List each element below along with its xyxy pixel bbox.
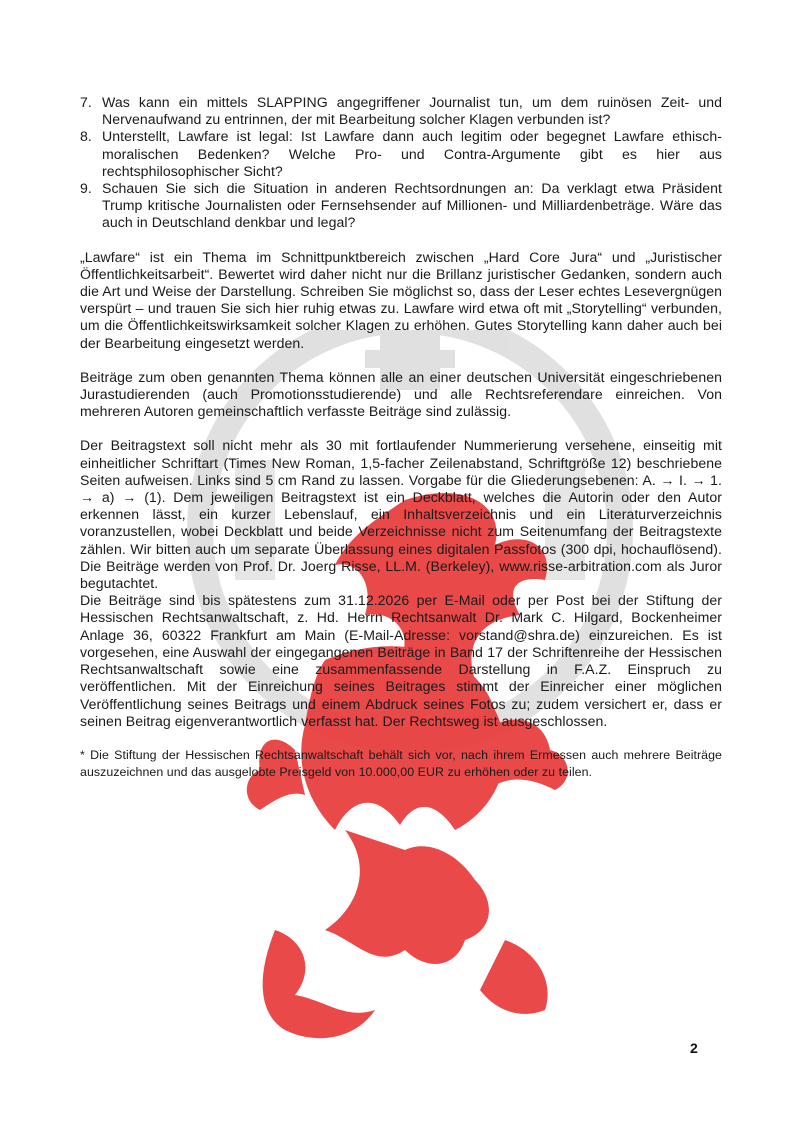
list-item-text: Was kann ein mittels SLAPPING angegriffener Journalist tun, um dem ruinösen Zeit- und Nervenaufwand zu entrinnen, der mit Bearbeitung solcher Klagen verbunden ist? bbox=[102, 94, 722, 128]
list-item-text: Unterstellt, Lawfare ist legal: Ist Lawfare dann auch legitim oder begegnet Lawfare ethisch-moralischen Bedenken? Welche Pro- und Contra-Argumente gibt es hier aus rechtsphilosophischer Sicht? bbox=[102, 128, 722, 179]
list-item-text: Schauen Sie sich die Situation in anderen Rechtsordnungen an: Da verklagt etwa Präsident Trump kritische Journalisten oder Fernsehsender auf Millionen- und Milliardenbeträge. Wäre das auch in Deutschland denkbar und legal? bbox=[102, 180, 722, 231]
submission-paragraph: Die Beiträge sind bis spätestens zum 31.12.2026 per E-Mail oder per Post bei der Stiftung der Hessischen Rechtsanwaltschaft, z. Hd. Herrn Rechtsanwalt Dr. Mark C. Hilgard, Bockenheimer Anlage 36, 60322 Frankfurt am Main (E-Mail-Adresse: vorstand@shra.de) einzureichen. Es ist vorgesehen, eine Auswahl der eingegangenen Beiträge in Band 17 der Schriftenreihe der Hessischen Rechtsanwaltschaft sowie eine zusammenfassende Darstellung in F.A.Z. Einspruch zu veröffentlichen. Mit der Einreichung seines Beitrages stimmt der Einreicher einer möglichen Veröffentlichung seines Beitrags und einem Abdruck seines Fotos zu; zudem versichert er, dass er seinen Beitrag eigenverantwortlich verfasst hat. Der Rechtsweg ist ausgeschlossen. bbox=[80, 592, 722, 729]
lawfare-topic-paragraph: „Lawfare“ ist ein Thema im Schnittpunktbereich zwischen „Hard Core Jura“ und „Juristischer Öffentlichkeitsarbeit“. Bewertet wird daher nicht nur die Brillanz juristischer Gedanken, sondern auch die Art und Weise der Darstellung. Schreiben Sie möglichst so, dass der Leser echtes Lesevergnügen verspürt – und trauen Sie sich hier ruhig etwas zu. Lawfare wird etwa oft mit „Storytelling“ verbunden, um die Öffentlichkeitswirksamkeit solcher Klagen zu erhöhen. Gutes Storytelling kann daher auch bei der Bearbeitung eingesetzt werden. bbox=[80, 248, 722, 351]
page-number: 2 bbox=[690, 1040, 698, 1056]
list-item-number: 7. bbox=[80, 94, 92, 110]
list-item bbox=[80, 180, 722, 232]
list-item bbox=[80, 94, 722, 128]
question-list bbox=[80, 94, 722, 232]
eligibility-paragraph: Beiträge zum oben genannten Thema können alle an einer deutschen Universität eingeschriebenen Jurastudierenden (auch Promotionsstudierende) und alle Rechtsreferendare einreichen. Von mehreren Autoren gemeinschaftlich verfasste Beiträge sind zulässig. bbox=[80, 368, 722, 420]
format-paragraph: Der Beitragstext soll nicht mehr als 30 mit fortlaufender Nummerierung versehene, einseitig mit einheitlicher Schriftart (Times New Roman, 1,5-facher Zeilenabstand, Schriftgröße 12) beschriebene Seiten aufweisen. Links sind 5 cm Rand zu lassen. Vorgabe für die Gliederungsebenen: A. → I. → 1. → a) → (1). Dem jeweiligen Beitragstext ist ein Deckblatt, welches die Autorin oder den Autor erkennen lässt, ein kurzer Lebenslauf, ein Inhaltsverzeichnis und ein Literaturverzeichnis voranzustellen, wobei Deckblatt und beide Verzeichnisse nicht zum Seitenumfang der Beitragstexte zählen. Wir bitten auch um separate Überlassung eines digitalen Passfotos (300 dpi, hochauflösend). Die Beiträge werden von Prof. Dr. Joerg Risse, LL.M. (Berkeley), www.risse-arbitration.com als Juror begutachtet. bbox=[80, 437, 722, 592]
list-item-number: 8. bbox=[80, 128, 92, 145]
document-body bbox=[80, 94, 722, 781]
list-item-number: 9. bbox=[80, 180, 92, 197]
list-item bbox=[80, 128, 722, 180]
footnote: * Die Stiftung der Hessischen Rechtsanwaltschaft behält sich vor, nach ihrem Ermessen auch mehrere Beiträge auszuzeichnen und das ausgelobte Preisgeld von 10.000,00 EUR zu erhöhen oder zu teilen. bbox=[80, 747, 722, 779]
